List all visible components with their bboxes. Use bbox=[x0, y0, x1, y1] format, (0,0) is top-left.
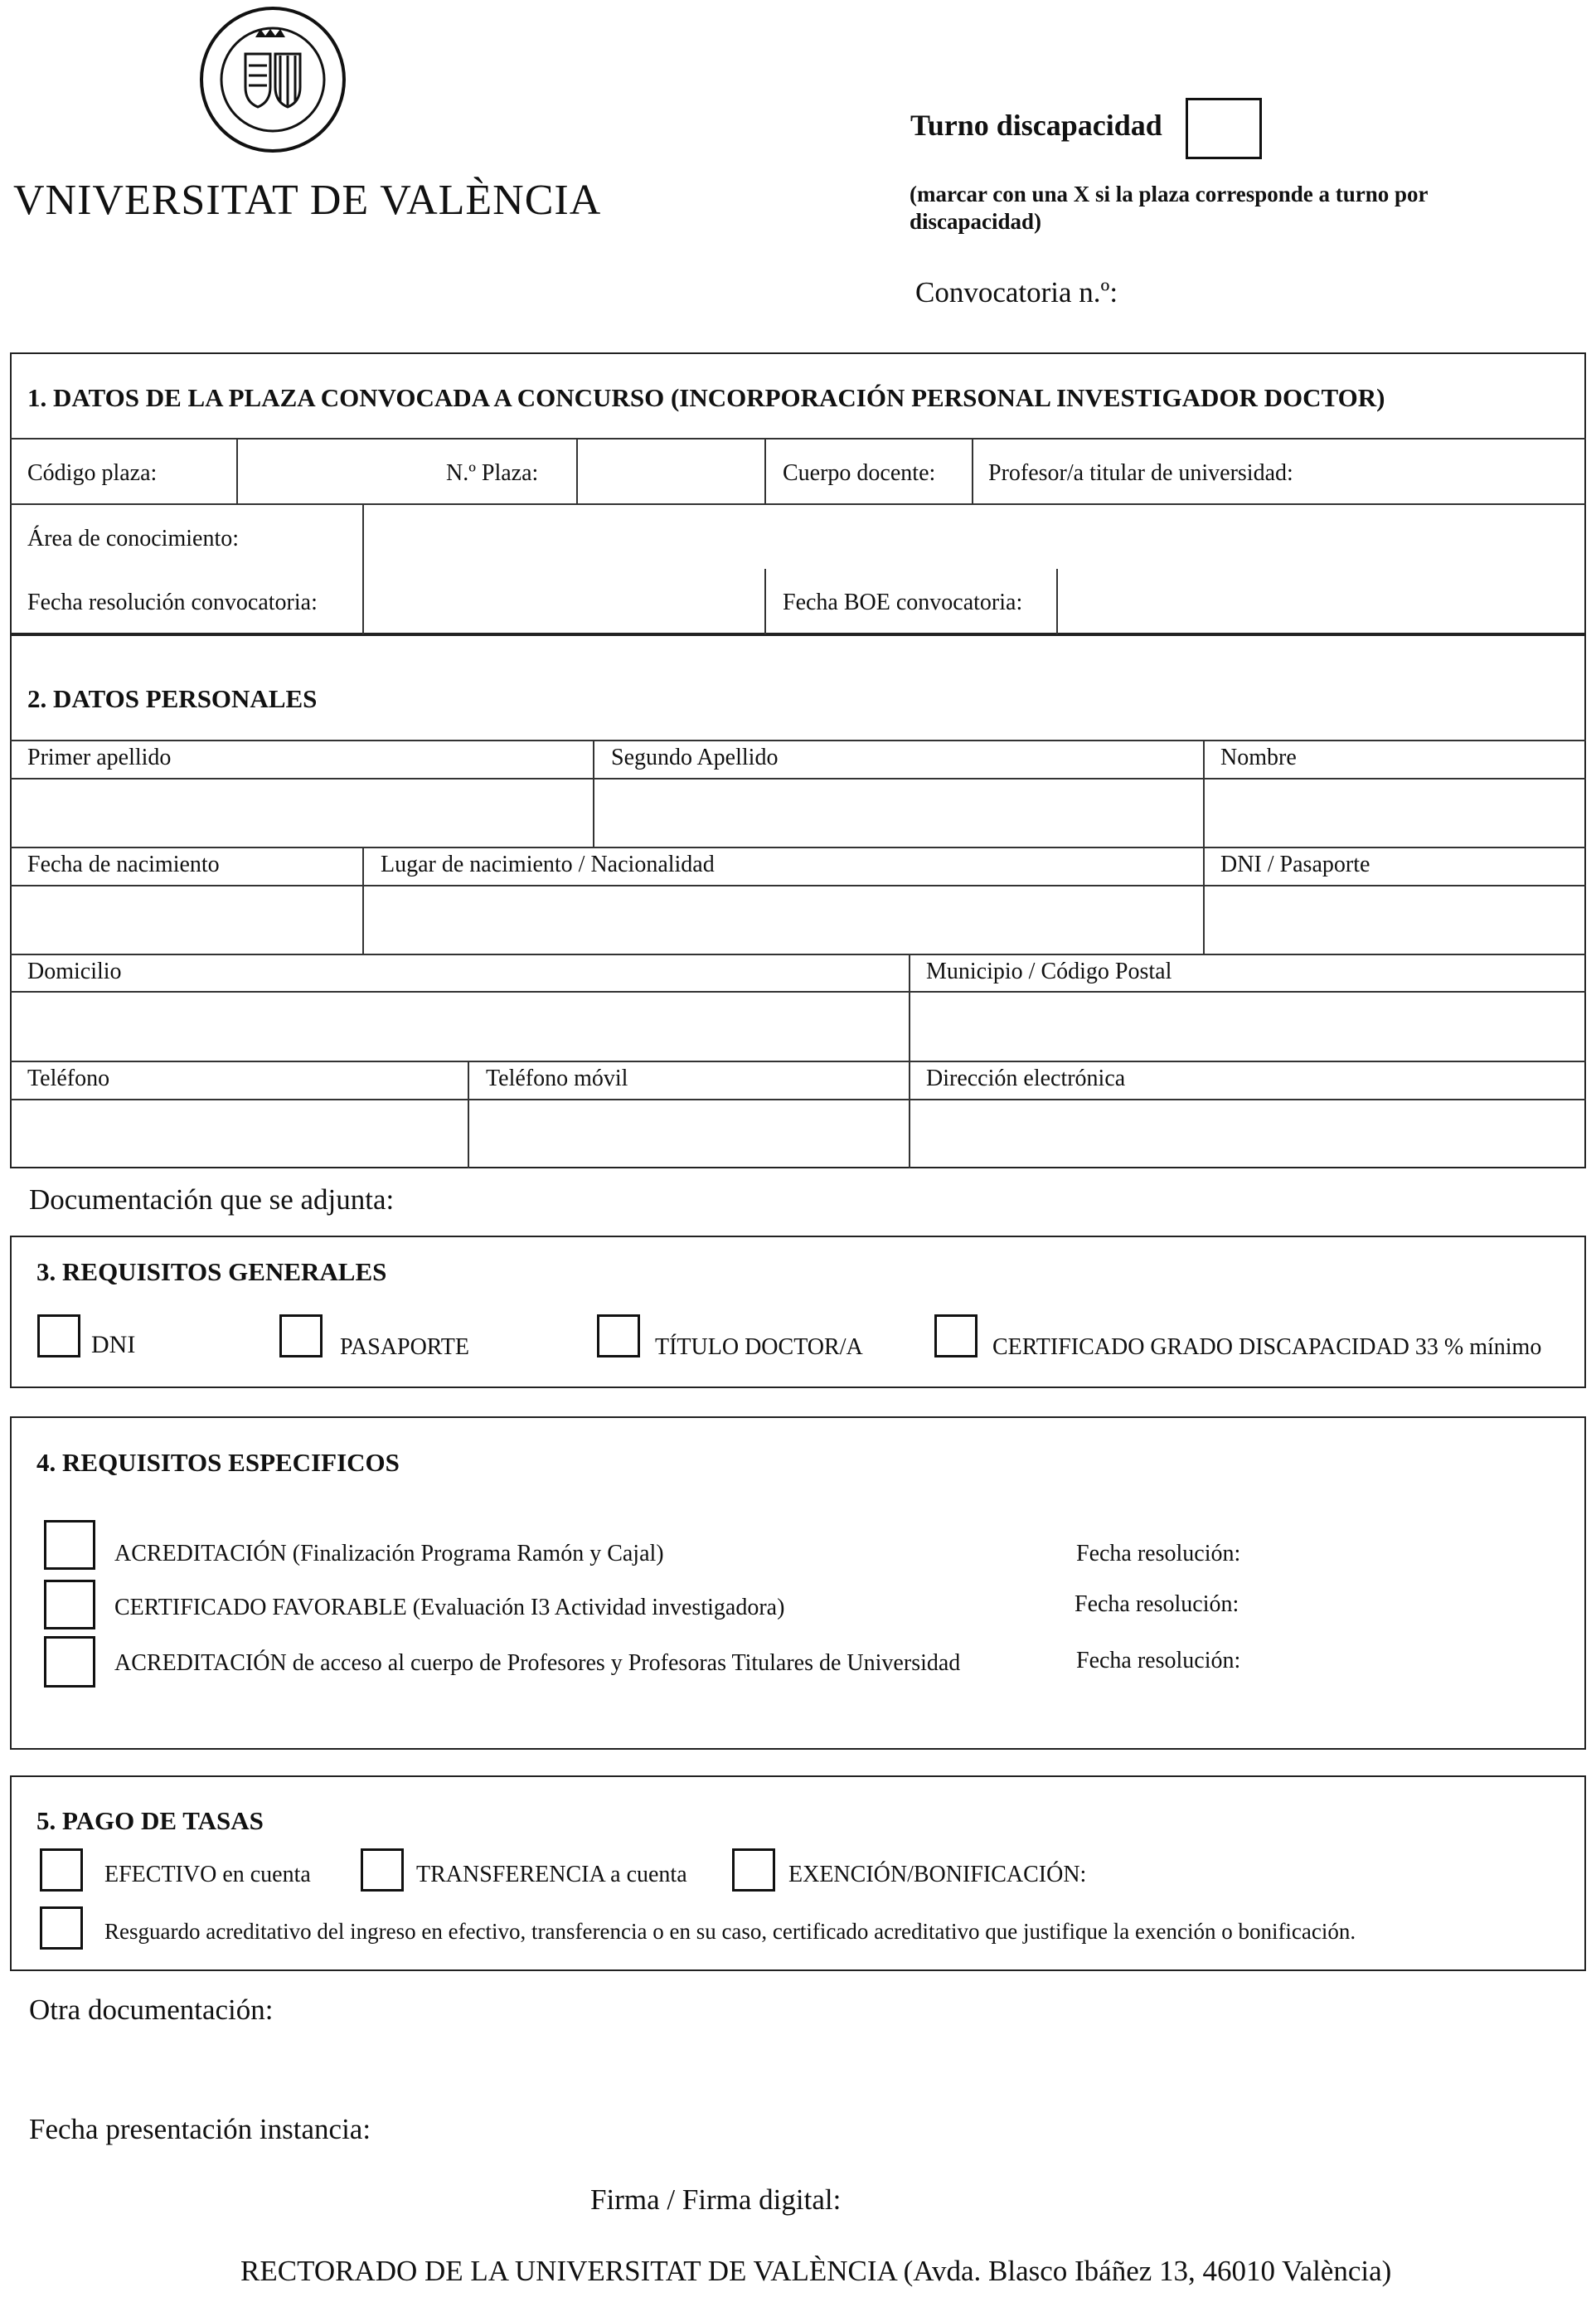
efectivo-checkbox[interactable] bbox=[40, 1848, 83, 1892]
transferencia-checkbox[interactable] bbox=[361, 1848, 404, 1892]
section-2-title: 2. DATOS PERSONALES bbox=[27, 684, 318, 713]
university-seal bbox=[197, 4, 348, 155]
telefono-movil-label: Teléfono móvil bbox=[486, 1066, 628, 1091]
municipio-field[interactable] bbox=[910, 993, 1584, 1060]
convocatoria-label: Convocatoria n.º: bbox=[915, 276, 1118, 308]
rectorado-address: RECTORADO DE LA UNIVERSITAT DE VALÈNCIA (Avda. Blasco Ibáñez 13, 46010 València) bbox=[240, 2255, 1392, 2287]
certificado-favorable-label: CERTIFICADO FAVORABLE (Evaluación I3 Actividad investigadora) bbox=[114, 1595, 785, 1620]
codigo-plaza-label: Código plaza: bbox=[27, 460, 158, 486]
dni-option-label: DNI bbox=[91, 1331, 136, 1358]
dni-pasaporte-field[interactable] bbox=[1205, 886, 1584, 953]
turno-note-line-1: (marcar con una X si la plaza corresponde a turno por bbox=[910, 182, 1429, 206]
fecha-presentacion-label: Fecha presentación instancia: bbox=[29, 2113, 371, 2145]
fecha-boe-field[interactable] bbox=[1058, 571, 1584, 634]
turno-note bbox=[910, 181, 1429, 236]
exencion-checkbox[interactable] bbox=[732, 1848, 775, 1892]
certificado-discapacidad-checkbox[interactable] bbox=[934, 1314, 977, 1357]
certificado-favorable-fecha-label: Fecha resolución: bbox=[1075, 1591, 1239, 1617]
otra-documentacion-label: Otra documentación: bbox=[29, 1994, 274, 2026]
telefono-movil-field[interactable] bbox=[469, 1100, 908, 1168]
primer-apellido-field[interactable] bbox=[12, 779, 592, 846]
turno-note-line-2: discapacidad) bbox=[910, 209, 1042, 234]
acreditacion-ramon-cajal-fecha-label: Fecha resolución: bbox=[1076, 1541, 1241, 1566]
documentacion-label: Documentación que se adjunta: bbox=[29, 1183, 395, 1216]
fecha-boe-label: Fecha BOE convocatoria: bbox=[783, 590, 1023, 615]
fecha-nacimiento-label: Fecha de nacimiento bbox=[27, 852, 220, 877]
email-field[interactable] bbox=[910, 1100, 1584, 1168]
acreditacion-titulares-fecha-label: Fecha resolución: bbox=[1076, 1648, 1241, 1673]
domicilio-field[interactable] bbox=[12, 993, 908, 1060]
firma-label: Firma / Firma digital: bbox=[590, 2183, 842, 2216]
nombre-field[interactable] bbox=[1205, 779, 1584, 846]
efectivo-option-label: EFECTIVO en cuenta bbox=[104, 1862, 311, 1887]
pasaporte-checkbox[interactable] bbox=[279, 1314, 323, 1357]
titulo-doctor-checkbox[interactable] bbox=[597, 1314, 640, 1357]
telefono-label: Teléfono bbox=[27, 1066, 110, 1091]
pasaporte-option-label: PASAPORTE bbox=[340, 1334, 470, 1360]
certificado-discapacidad-option-label: CERTIFICADO GRADO DISCAPACIDAD 33 % mínimo bbox=[992, 1334, 1542, 1360]
cuerpo-docente-label: Cuerpo docente: bbox=[783, 460, 936, 486]
fecha-resolucion-field[interactable] bbox=[364, 571, 763, 634]
acreditacion-ramon-cajal-label: ACREDITACIÓN (Finalización Programa Ramón y Cajal) bbox=[114, 1541, 664, 1566]
acreditacion-titulares-checkbox[interactable] bbox=[44, 1636, 95, 1688]
cuerpo-docente-value: Profesor/a titular de universidad: bbox=[988, 460, 1293, 486]
dni-checkbox[interactable] bbox=[37, 1314, 80, 1357]
acreditacion-ramon-cajal-checkbox[interactable] bbox=[44, 1520, 95, 1570]
turno-discapacidad-checkbox[interactable] bbox=[1186, 98, 1262, 159]
certificado-favorable-checkbox[interactable] bbox=[44, 1580, 95, 1629]
n-plaza-field[interactable] bbox=[578, 440, 763, 503]
fecha-resolucion-label: Fecha resolución convocatoria: bbox=[27, 590, 318, 615]
lugar-nacimiento-field[interactable] bbox=[364, 886, 1202, 953]
section-3-title: 3. REQUISITOS GENERALES bbox=[36, 1257, 387, 1286]
area-conocimiento-field[interactable] bbox=[364, 505, 1584, 568]
acreditacion-titulares-label: ACREDITACIÓN de acceso al cuerpo de Profesores y Profesoras Titulares de Universidad bbox=[114, 1650, 961, 1676]
resguardo-checkbox[interactable] bbox=[40, 1906, 83, 1950]
segundo-apellido-field[interactable] bbox=[594, 779, 1202, 846]
exencion-option-label: EXENCIÓN/BONIFICACIÓN: bbox=[788, 1862, 1087, 1887]
turno-discapacidad-title: Turno discapacidad bbox=[910, 109, 1162, 142]
section-4-title: 4. REQUISITOS ESPECIFICOS bbox=[36, 1448, 400, 1477]
nombre-label: Nombre bbox=[1220, 745, 1297, 770]
telefono-field[interactable] bbox=[12, 1100, 467, 1168]
transferencia-option-label: TRANSFERENCIA a cuenta bbox=[416, 1862, 687, 1887]
lugar-nacimiento-label: Lugar de nacimiento / Nacionalidad bbox=[381, 852, 715, 877]
university-wordmark: VNIVERSITAT DE VALÈNCIA bbox=[13, 177, 602, 224]
section-1-title: 1. DATOS DE LA PLAZA CONVOCADA A CONCURSO (INCORPORACIÓN PERSONAL INVESTIGADOR DOCTOR) bbox=[27, 383, 1385, 412]
convocatoria-field[interactable] bbox=[1136, 274, 1550, 312]
n-plaza-label: N.º Plaza: bbox=[446, 460, 539, 486]
primer-apellido-label: Primer apellido bbox=[27, 745, 172, 770]
section-5-title: 5. PAGO DE TASAS bbox=[36, 1806, 264, 1835]
titulo-doctor-option-label: TÍTULO DOCTOR/A bbox=[655, 1334, 863, 1360]
fecha-nacimiento-field[interactable] bbox=[12, 886, 361, 953]
domicilio-label: Domicilio bbox=[27, 959, 122, 984]
segundo-apellido-label: Segundo Apellido bbox=[611, 745, 779, 770]
area-conocimiento-label: Área de conocimiento: bbox=[27, 526, 240, 551]
municipio-label: Municipio / Código Postal bbox=[926, 959, 1172, 984]
email-label: Dirección electrónica bbox=[926, 1066, 1126, 1091]
resguardo-label: Resguardo acreditativo del ingreso en efectivo, transferencia o en su caso, certificado acreditativo que justifique la exención o bonificación. bbox=[104, 1919, 1356, 1944]
dni-pasaporte-label: DNI / Pasaporte bbox=[1220, 852, 1370, 877]
